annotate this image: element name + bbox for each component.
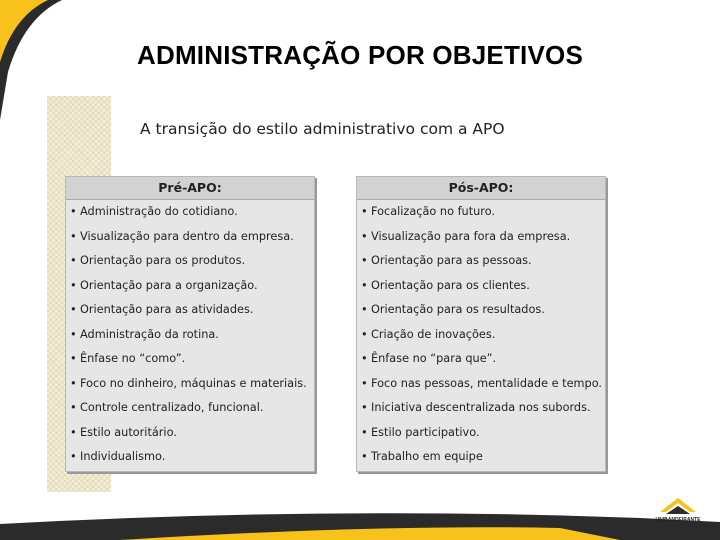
bullet-icon: • <box>361 303 368 316</box>
list-item-text: Controle centralizado, funcional. <box>80 401 264 414</box>
list-item-text: Estilo participativo. <box>371 425 480 439</box>
list-item-text: Orientação para as pessoas. <box>371 254 532 267</box>
list-item-text: Foco no dinheiro, máquinas e materiais. <box>80 376 307 390</box>
bullet-icon: • <box>70 327 77 341</box>
list-item-text: Focalização no futuro. <box>371 205 495 218</box>
list-item-text: Estilo autoritário. <box>80 425 177 439</box>
list-item-text: Foco nas pessoas, mentalidade e tempo. <box>371 376 603 390</box>
panel-header: Pós-APO: <box>357 177 605 200</box>
list-item-text: Orientação para os clientes. <box>371 278 530 292</box>
list-item-text: Visualização para fora da empresa. <box>371 229 571 243</box>
list-item-text: Administração do cotidiano. <box>80 205 238 218</box>
bullet-icon: • <box>361 254 368 267</box>
list-item-text: Iniciativa descentralizada nos subords. <box>371 401 591 414</box>
figure-subtitle: A transição do estilo administrativo com a APO <box>140 120 505 138</box>
bullet-icon: • <box>70 401 77 414</box>
list-item-text: Criação de inovações. <box>371 327 496 341</box>
bullet-icon: • <box>361 450 368 463</box>
list-item-text: Individualismo. <box>80 450 166 463</box>
bullet-icon: • <box>361 229 368 243</box>
bullet-icon: • <box>70 450 77 463</box>
bullet-icon: • <box>361 425 368 439</box>
list-item-text: Trabalho em equipe <box>371 450 483 463</box>
bullet-icon: • <box>361 205 368 218</box>
logo-text: UNIBANDEIRANTE <box>655 517 701 523</box>
slide-title: ADMINISTRAÇÃO POR OBJETIVOS <box>137 40 583 70</box>
bullet-icon: • <box>70 205 77 218</box>
list-item-text: Orientação para a organização. <box>80 278 258 292</box>
bullet-icon: • <box>361 401 368 414</box>
list-item-text: Orientação para os resultados. <box>371 303 545 316</box>
bullet-icon: • <box>70 376 77 390</box>
list-item-text: Ênfase no “para que”. <box>371 352 497 365</box>
bullet-icon: • <box>361 352 368 365</box>
list-item-text: Visualização para dentro da empresa. <box>80 229 294 243</box>
panel-header: Pré-APO: <box>66 177 314 200</box>
bullet-icon: • <box>361 327 368 341</box>
bullet-icon: • <box>70 278 77 292</box>
list-item-text: Orientação para os produtos. <box>80 254 246 267</box>
bullet-icon: • <box>70 352 77 365</box>
list-item-text: Administração da rotina. <box>80 327 219 341</box>
list-item-text: Orientação para as atividades. <box>80 303 254 316</box>
list-item-text: Ênfase no “como”. <box>80 352 186 365</box>
bullet-icon: • <box>361 278 368 292</box>
bullet-icon: • <box>70 229 77 243</box>
bullet-icon: • <box>70 254 77 267</box>
bullet-icon: • <box>70 425 77 439</box>
bullet-icon: • <box>361 376 368 390</box>
bullet-icon: • <box>70 303 77 316</box>
